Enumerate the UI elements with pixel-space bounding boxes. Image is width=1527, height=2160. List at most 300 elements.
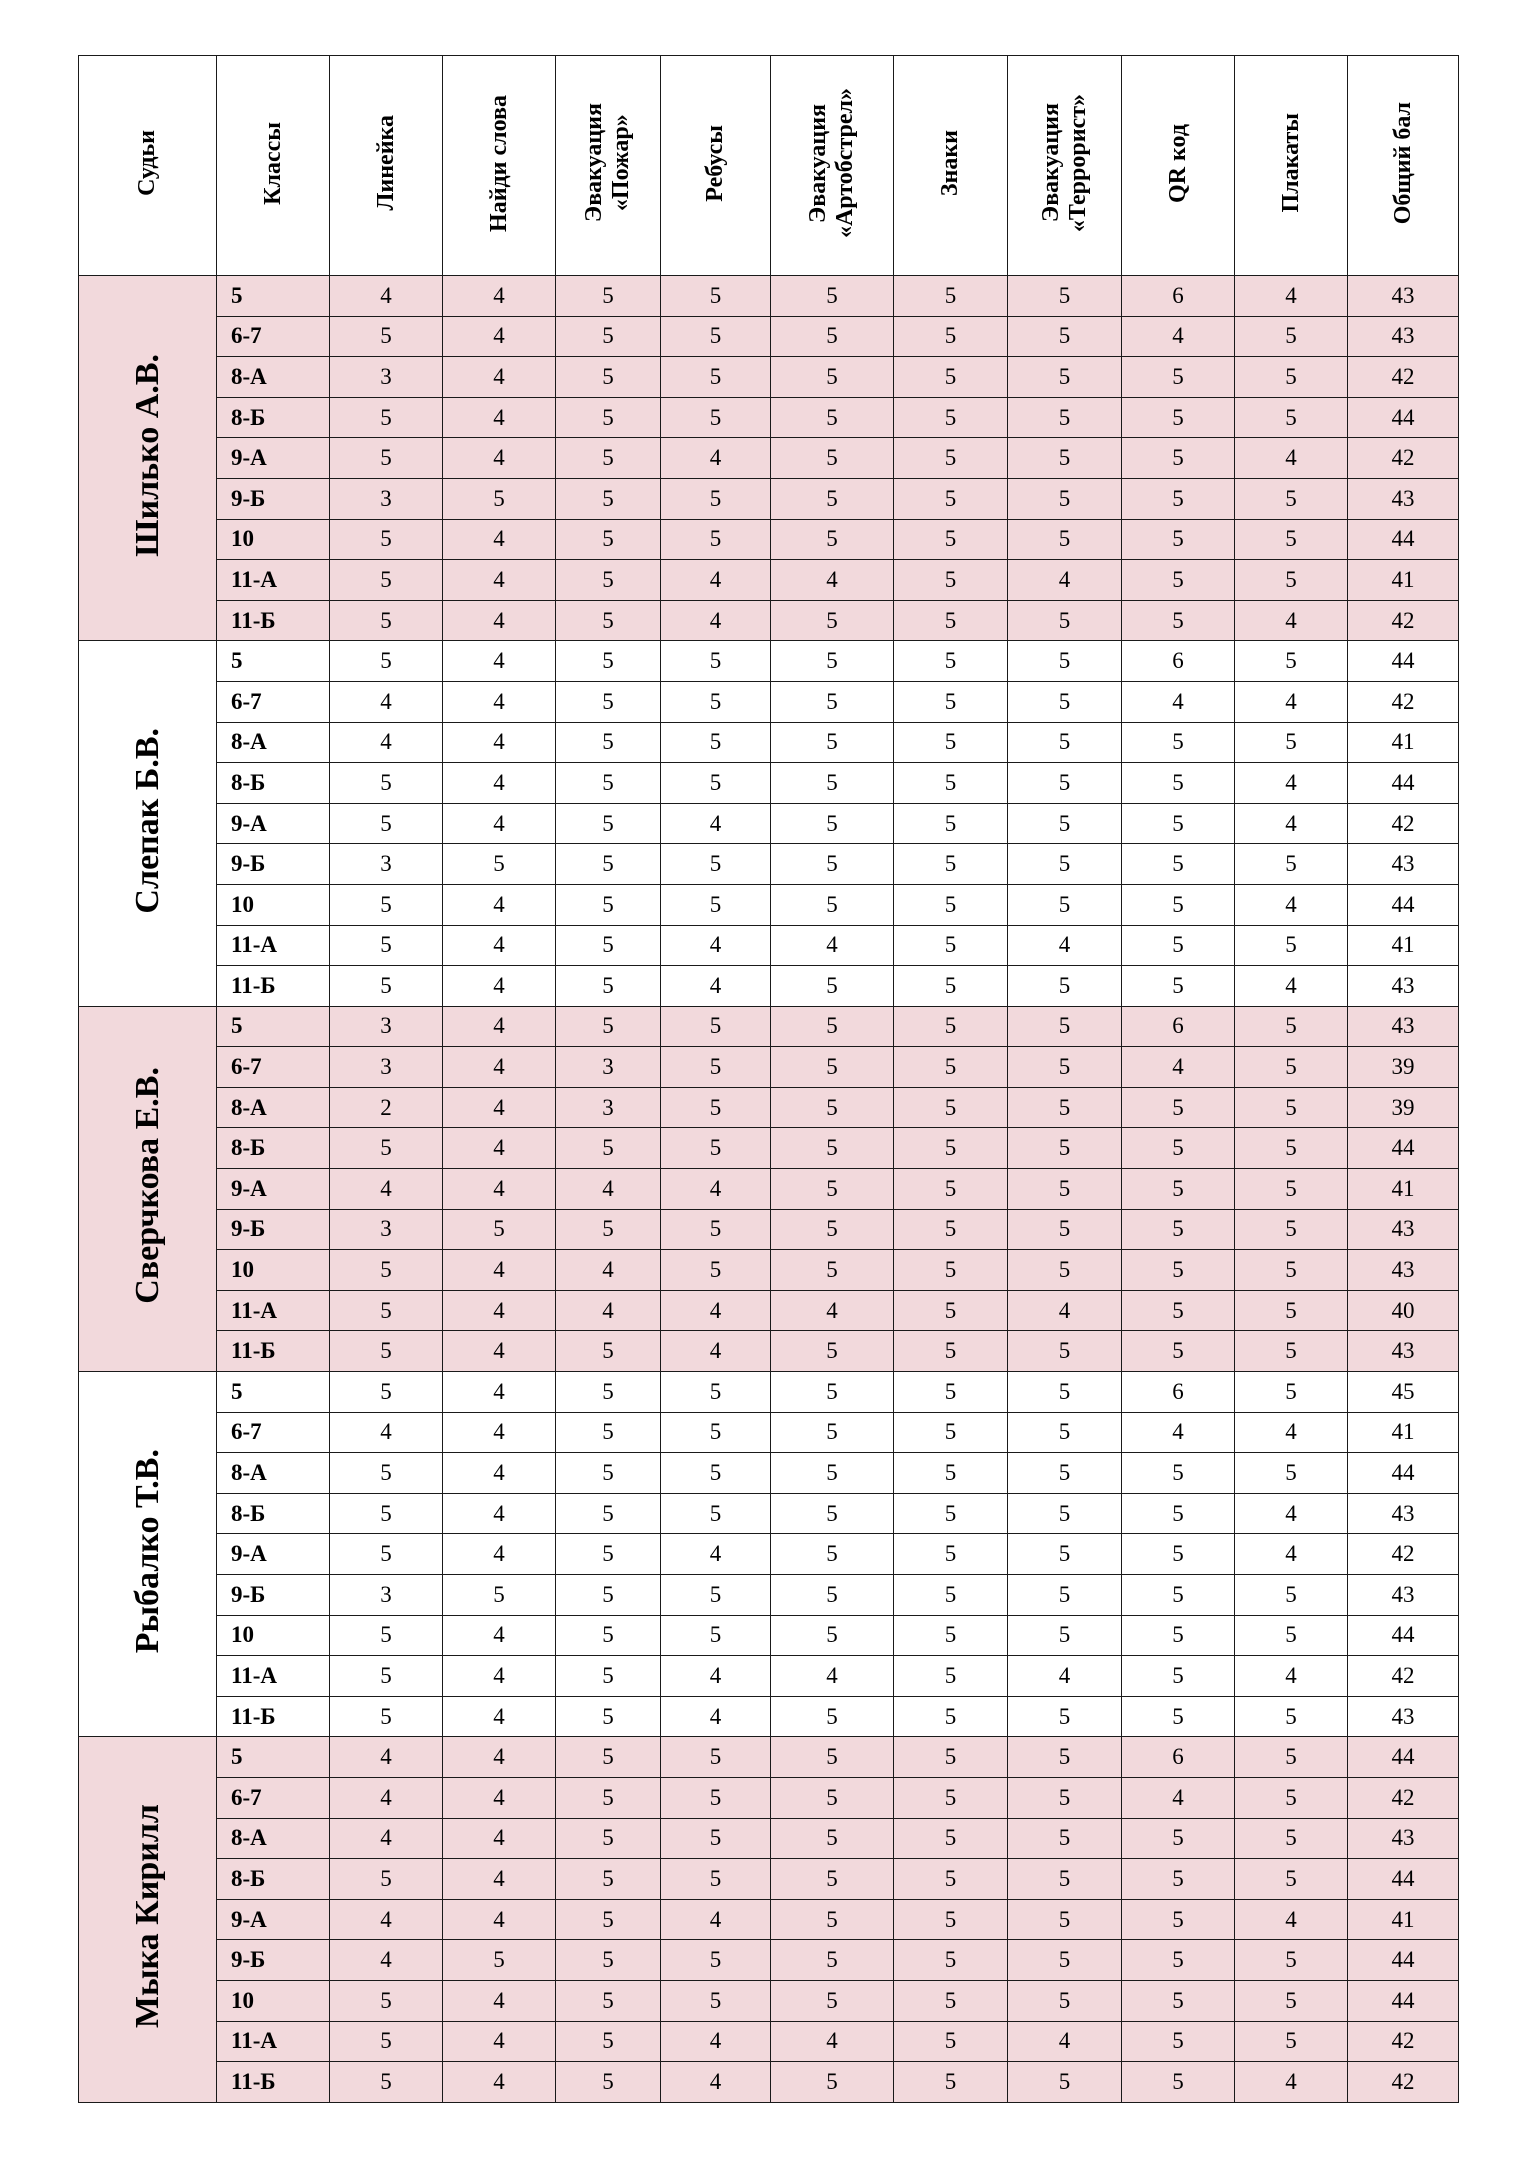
- cell-evac-fire: 5: [556, 478, 661, 519]
- judge-cell: [79, 276, 217, 641]
- cell-lineyka: 5: [330, 1290, 443, 1331]
- cell-lineyka: 5: [330, 438, 443, 479]
- cell-total: 44: [1348, 1128, 1459, 1169]
- cell-evac-shelling: 5: [771, 681, 894, 722]
- cell-class: 9-А: [217, 1899, 330, 1940]
- cell-rebuses: 4: [661, 1290, 771, 1331]
- cell-signs: 5: [894, 1006, 1008, 1047]
- cell-total: 42: [1348, 803, 1459, 844]
- cell-total: 44: [1348, 1940, 1459, 1981]
- cell-lineyka: 5: [330, 884, 443, 925]
- cell-evac-fire: 5: [556, 1372, 661, 1413]
- cell-evac-terrorist: 5: [1008, 438, 1122, 479]
- cell-qr-code: 5: [1122, 397, 1235, 438]
- cell-find-words: 4: [443, 1250, 556, 1291]
- cell-qr-code: 4: [1122, 1047, 1235, 1088]
- table-row: [79, 641, 1459, 682]
- cell-evac-fire: 5: [556, 1615, 661, 1656]
- table-row: [79, 1453, 1459, 1494]
- cell-evac-shelling: 5: [771, 763, 894, 804]
- cell-lineyka: 5: [330, 1128, 443, 1169]
- cell-signs: 5: [894, 1615, 1008, 1656]
- cell-evac-fire: 5: [556, 1899, 661, 1940]
- cell-evac-fire: 5: [556, 397, 661, 438]
- cell-lineyka: 5: [330, 2062, 443, 2103]
- cell-rebuses: 5: [661, 1087, 771, 1128]
- cell-evac-terrorist: 5: [1008, 1696, 1122, 1737]
- cell-find-words: 4: [443, 1899, 556, 1940]
- cell-posters: 5: [1235, 478, 1348, 519]
- cell-qr-code: 5: [1122, 803, 1235, 844]
- cell-signs: 5: [894, 397, 1008, 438]
- cell-lineyka: 5: [330, 1331, 443, 1372]
- cell-signs: 5: [894, 1169, 1008, 1210]
- cell-lineyka: 3: [330, 357, 443, 398]
- table-row: [79, 519, 1459, 560]
- cell-total: 39: [1348, 1087, 1459, 1128]
- cell-total: 43: [1348, 1250, 1459, 1291]
- cell-find-words: 4: [443, 1006, 556, 1047]
- cell-posters: 5: [1235, 1006, 1348, 1047]
- cell-signs: 5: [894, 803, 1008, 844]
- cell-signs: 5: [894, 1047, 1008, 1088]
- cell-evac-terrorist: 5: [1008, 357, 1122, 398]
- cell-rebuses: 5: [661, 1737, 771, 1778]
- cell-evac-shelling: 5: [771, 397, 894, 438]
- cell-total: 43: [1348, 478, 1459, 519]
- cell-total: 43: [1348, 966, 1459, 1007]
- cell-class: 9-Б: [217, 1575, 330, 1616]
- cell-total: 43: [1348, 1818, 1459, 1859]
- cell-lineyka: 4: [330, 1818, 443, 1859]
- cell-class: 9-Б: [217, 844, 330, 885]
- cell-rebuses: 4: [661, 803, 771, 844]
- cell-posters: 5: [1235, 2021, 1348, 2062]
- header-rebuses: Ребусы: [661, 56, 771, 276]
- cell-total: 44: [1348, 397, 1459, 438]
- cell-find-words: 5: [443, 844, 556, 885]
- cell-lineyka: 5: [330, 1980, 443, 2021]
- cell-find-words: 4: [443, 1128, 556, 1169]
- cell-total: 44: [1348, 641, 1459, 682]
- cell-rebuses: 5: [661, 1818, 771, 1859]
- cell-rebuses: 4: [661, 966, 771, 1007]
- cell-evac-fire: 5: [556, 2062, 661, 2103]
- cell-total: 43: [1348, 844, 1459, 885]
- cell-evac-shelling: 5: [771, 1859, 894, 1900]
- cell-total: 43: [1348, 1209, 1459, 1250]
- judge-name: Слепак Б.В.: [128, 727, 166, 914]
- cell-find-words: 4: [443, 560, 556, 601]
- header-total: Общий бал: [1348, 56, 1459, 276]
- table-row: [79, 1575, 1459, 1616]
- cell-signs: 5: [894, 1737, 1008, 1778]
- cell-qr-code: 5: [1122, 1656, 1235, 1697]
- cell-class: 9-А: [217, 1169, 330, 1210]
- cell-evac-fire: 5: [556, 1209, 661, 1250]
- table-row: [79, 600, 1459, 641]
- cell-rebuses: 5: [661, 1859, 771, 1900]
- cell-lineyka: 3: [330, 1006, 443, 1047]
- cell-evac-terrorist: 5: [1008, 803, 1122, 844]
- cell-rebuses: 4: [661, 2062, 771, 2103]
- judge-name: Сверчкова Е.В.: [128, 1067, 166, 1305]
- cell-rebuses: 5: [661, 1615, 771, 1656]
- cell-evac-terrorist: 5: [1008, 1087, 1122, 1128]
- header-posters: Плакаты: [1235, 56, 1348, 276]
- cell-evac-fire: 5: [556, 763, 661, 804]
- cell-qr-code: 6: [1122, 1006, 1235, 1047]
- cell-evac-shelling: 5: [771, 316, 894, 357]
- cell-rebuses: 5: [661, 722, 771, 763]
- cell-class: 9-Б: [217, 478, 330, 519]
- header-signs: Знаки: [894, 56, 1008, 276]
- cell-class: 10: [217, 1615, 330, 1656]
- cell-signs: 5: [894, 1656, 1008, 1697]
- table-row: [79, 803, 1459, 844]
- cell-find-words: 4: [443, 1453, 556, 1494]
- cell-lineyka: 4: [330, 1940, 443, 1981]
- cell-class: 8-Б: [217, 1493, 330, 1534]
- cell-rebuses: 4: [661, 438, 771, 479]
- cell-posters: 5: [1235, 1737, 1348, 1778]
- cell-class: 5: [217, 641, 330, 682]
- cell-posters: 5: [1235, 560, 1348, 601]
- cell-evac-terrorist: 5: [1008, 2062, 1122, 2103]
- cell-class: 5: [217, 1737, 330, 1778]
- cell-posters: 5: [1235, 1696, 1348, 1737]
- cell-signs: 5: [894, 884, 1008, 925]
- cell-find-words: 4: [443, 1169, 556, 1210]
- cell-lineyka: 4: [330, 1412, 443, 1453]
- cell-lineyka: 5: [330, 1859, 443, 1900]
- cell-total: 43: [1348, 1696, 1459, 1737]
- table-row: [79, 1047, 1459, 1088]
- cell-find-words: 4: [443, 1534, 556, 1575]
- cell-evac-shelling: 5: [771, 438, 894, 479]
- cell-evac-terrorist: 4: [1008, 1656, 1122, 1697]
- cell-find-words: 4: [443, 1290, 556, 1331]
- cell-posters: 4: [1235, 276, 1348, 317]
- cell-lineyka: 3: [330, 1209, 443, 1250]
- cell-find-words: 4: [443, 357, 556, 398]
- cell-evac-fire: 5: [556, 1575, 661, 1616]
- cell-lineyka: 5: [330, 1493, 443, 1534]
- cell-evac-fire: 5: [556, 438, 661, 479]
- cell-evac-shelling: 5: [771, 1169, 894, 1210]
- cell-evac-fire: 3: [556, 1087, 661, 1128]
- cell-posters: 5: [1235, 844, 1348, 885]
- cell-posters: 5: [1235, 1209, 1348, 1250]
- cell-lineyka: 4: [330, 681, 443, 722]
- cell-total: 40: [1348, 1290, 1459, 1331]
- cell-find-words: 4: [443, 2062, 556, 2103]
- cell-find-words: 4: [443, 1331, 556, 1372]
- cell-lineyka: 5: [330, 925, 443, 966]
- cell-qr-code: 5: [1122, 1493, 1235, 1534]
- cell-total: 41: [1348, 722, 1459, 763]
- header-row: [79, 56, 1459, 276]
- cell-lineyka: 5: [330, 600, 443, 641]
- cell-evac-terrorist: 5: [1008, 1777, 1122, 1818]
- cell-rebuses: 4: [661, 1696, 771, 1737]
- cell-find-words: 5: [443, 1575, 556, 1616]
- cell-evac-fire: 5: [556, 641, 661, 682]
- cell-evac-shelling: 5: [771, 966, 894, 1007]
- cell-rebuses: 5: [661, 519, 771, 560]
- cell-qr-code: 5: [1122, 1980, 1235, 2021]
- cell-find-words: 4: [443, 438, 556, 479]
- cell-evac-fire: 5: [556, 681, 661, 722]
- cell-evac-shelling: 5: [771, 519, 894, 560]
- cell-signs: 5: [894, 1331, 1008, 1372]
- cell-evac-fire: 5: [556, 316, 661, 357]
- cell-signs: 5: [894, 1940, 1008, 1981]
- cell-evac-shelling: 5: [771, 1737, 894, 1778]
- cell-class: 10: [217, 1250, 330, 1291]
- cell-posters: 5: [1235, 1169, 1348, 1210]
- table-row: [79, 1899, 1459, 1940]
- cell-evac-shelling: 5: [771, 1777, 894, 1818]
- cell-rebuses: 5: [661, 1372, 771, 1413]
- cell-lineyka: 5: [330, 560, 443, 601]
- cell-signs: 5: [894, 2021, 1008, 2062]
- cell-posters: 5: [1235, 1087, 1348, 1128]
- cell-evac-fire: 5: [556, 1534, 661, 1575]
- cell-qr-code: 5: [1122, 1859, 1235, 1900]
- cell-signs: 5: [894, 1696, 1008, 1737]
- table-row: [79, 560, 1459, 601]
- cell-find-words: 4: [443, 1372, 556, 1413]
- cell-evac-fire: 5: [556, 276, 661, 317]
- table-row: [79, 316, 1459, 357]
- cell-posters: 5: [1235, 1290, 1348, 1331]
- cell-total: 43: [1348, 1493, 1459, 1534]
- cell-posters: 4: [1235, 803, 1348, 844]
- cell-lineyka: 4: [330, 1899, 443, 1940]
- cell-evac-terrorist: 5: [1008, 1412, 1122, 1453]
- cell-qr-code: 5: [1122, 763, 1235, 804]
- table-row: [79, 1412, 1459, 1453]
- cell-posters: 5: [1235, 1980, 1348, 2021]
- cell-evac-shelling: 5: [771, 1209, 894, 1250]
- table-row: [79, 1818, 1459, 1859]
- cell-find-words: 4: [443, 1737, 556, 1778]
- cell-evac-shelling: 5: [771, 600, 894, 641]
- cell-rebuses: 4: [661, 1331, 771, 1372]
- cell-lineyka: 4: [330, 1737, 443, 1778]
- cell-signs: 5: [894, 722, 1008, 763]
- cell-evac-fire: 3: [556, 1047, 661, 1088]
- cell-find-words: 4: [443, 722, 556, 763]
- cell-find-words: 4: [443, 1087, 556, 1128]
- cell-total: 42: [1348, 438, 1459, 479]
- table-row: [79, 1534, 1459, 1575]
- cell-evac-terrorist: 5: [1008, 1493, 1122, 1534]
- cell-class: 8-А: [217, 1453, 330, 1494]
- judge-cell: [79, 641, 217, 1006]
- cell-signs: 5: [894, 1372, 1008, 1413]
- cell-signs: 5: [894, 519, 1008, 560]
- cell-class: 9-Б: [217, 1209, 330, 1250]
- cell-evac-terrorist: 5: [1008, 1818, 1122, 1859]
- cell-evac-shelling: 5: [771, 641, 894, 682]
- table-row: [79, 1372, 1459, 1413]
- cell-posters: 4: [1235, 1412, 1348, 1453]
- cell-signs: 5: [894, 1575, 1008, 1616]
- cell-qr-code: 5: [1122, 438, 1235, 479]
- cell-posters: 4: [1235, 763, 1348, 804]
- cell-evac-fire: 5: [556, 1777, 661, 1818]
- cell-evac-shelling: 5: [771, 1453, 894, 1494]
- cell-total: 44: [1348, 1980, 1459, 2021]
- cell-rebuses: 5: [661, 1047, 771, 1088]
- cell-class: 8-А: [217, 1087, 330, 1128]
- cell-qr-code: 5: [1122, 1453, 1235, 1494]
- cell-find-words: 4: [443, 1047, 556, 1088]
- cell-find-words: 4: [443, 641, 556, 682]
- cell-posters: 5: [1235, 1331, 1348, 1372]
- cell-posters: 5: [1235, 1940, 1348, 1981]
- cell-qr-code: 5: [1122, 1087, 1235, 1128]
- cell-evac-terrorist: 4: [1008, 925, 1122, 966]
- cell-find-words: 4: [443, 681, 556, 722]
- cell-class: 11-А: [217, 925, 330, 966]
- cell-lineyka: 4: [330, 1169, 443, 1210]
- cell-lineyka: 5: [330, 763, 443, 804]
- cell-class: 11-А: [217, 1290, 330, 1331]
- cell-posters: 4: [1235, 884, 1348, 925]
- cell-rebuses: 5: [661, 1006, 771, 1047]
- table-row: [79, 1980, 1459, 2021]
- cell-evac-fire: 5: [556, 1818, 661, 1859]
- cell-evac-terrorist: 5: [1008, 1859, 1122, 1900]
- cell-signs: 5: [894, 560, 1008, 601]
- table-row: [79, 478, 1459, 519]
- cell-signs: 5: [894, 1859, 1008, 1900]
- table-row: [79, 1128, 1459, 1169]
- cell-class: 11-А: [217, 560, 330, 601]
- cell-evac-fire: 5: [556, 925, 661, 966]
- table-row: [79, 1940, 1459, 1981]
- cell-evac-terrorist: 4: [1008, 1290, 1122, 1331]
- cell-evac-fire: 5: [556, 1412, 661, 1453]
- cell-evac-fire: 5: [556, 357, 661, 398]
- cell-evac-shelling: 5: [771, 1899, 894, 1940]
- cell-evac-shelling: 5: [771, 1493, 894, 1534]
- cell-find-words: 4: [443, 2021, 556, 2062]
- cell-signs: 5: [894, 2062, 1008, 2103]
- cell-rebuses: 5: [661, 1575, 771, 1616]
- cell-lineyka: 5: [330, 519, 443, 560]
- cell-qr-code: 5: [1122, 925, 1235, 966]
- cell-evac-terrorist: 5: [1008, 681, 1122, 722]
- cell-rebuses: 5: [661, 1209, 771, 1250]
- cell-evac-shelling: 4: [771, 560, 894, 601]
- cell-total: 44: [1348, 1859, 1459, 1900]
- cell-posters: 4: [1235, 1656, 1348, 1697]
- cell-evac-terrorist: 4: [1008, 560, 1122, 601]
- table-row: [79, 1777, 1459, 1818]
- cell-signs: 5: [894, 1777, 1008, 1818]
- cell-qr-code: 5: [1122, 1290, 1235, 1331]
- table-row: [79, 1656, 1459, 1697]
- cell-signs: 5: [894, 844, 1008, 885]
- cell-lineyka: 5: [330, 2021, 443, 2062]
- cell-lineyka: 5: [330, 966, 443, 1007]
- cell-total: 43: [1348, 276, 1459, 317]
- cell-evac-fire: 4: [556, 1250, 661, 1291]
- cell-qr-code: 5: [1122, 1818, 1235, 1859]
- cell-lineyka: 4: [330, 276, 443, 317]
- cell-qr-code: 6: [1122, 1737, 1235, 1778]
- cell-evac-fire: 5: [556, 1656, 661, 1697]
- cell-signs: 5: [894, 1290, 1008, 1331]
- table-body: [79, 276, 1459, 2103]
- cell-class: 11-А: [217, 2021, 330, 2062]
- header-evac-fire: Эвакуация «Пожар»: [556, 56, 661, 276]
- table-row: [79, 2021, 1459, 2062]
- cell-qr-code: 6: [1122, 1372, 1235, 1413]
- cell-find-words: 4: [443, 884, 556, 925]
- cell-find-words: 4: [443, 1818, 556, 1859]
- cell-total: 41: [1348, 1899, 1459, 1940]
- table-row: [79, 1696, 1459, 1737]
- table-row: [79, 844, 1459, 885]
- cell-class: 11-Б: [217, 1331, 330, 1372]
- cell-lineyka: 5: [330, 1372, 443, 1413]
- cell-signs: 5: [894, 1493, 1008, 1534]
- cell-rebuses: 5: [661, 1412, 771, 1453]
- cell-lineyka: 5: [330, 1250, 443, 1291]
- cell-evac-shelling: 5: [771, 1615, 894, 1656]
- cell-evac-terrorist: 5: [1008, 1575, 1122, 1616]
- cell-evac-terrorist: 5: [1008, 1453, 1122, 1494]
- cell-evac-fire: 5: [556, 2021, 661, 2062]
- cell-total: 42: [1348, 2062, 1459, 2103]
- cell-qr-code: 5: [1122, 1209, 1235, 1250]
- cell-posters: 5: [1235, 357, 1348, 398]
- cell-signs: 5: [894, 600, 1008, 641]
- table-row: [79, 925, 1459, 966]
- cell-rebuses: 5: [661, 844, 771, 885]
- cell-total: 41: [1348, 1412, 1459, 1453]
- cell-lineyka: 3: [330, 478, 443, 519]
- table-row: [79, 1006, 1459, 1047]
- cell-evac-fire: 5: [556, 1006, 661, 1047]
- cell-evac-fire: 5: [556, 1737, 661, 1778]
- cell-find-words: 4: [443, 1777, 556, 1818]
- cell-class: 11-Б: [217, 2062, 330, 2103]
- cell-evac-fire: 5: [556, 884, 661, 925]
- cell-rebuses: 5: [661, 1980, 771, 2021]
- cell-qr-code: 5: [1122, 1128, 1235, 1169]
- cell-class: 5: [217, 1372, 330, 1413]
- table-row: [79, 1290, 1459, 1331]
- judge-cell: [79, 1737, 217, 2102]
- cell-total: 43: [1348, 1331, 1459, 1372]
- cell-evac-terrorist: 5: [1008, 478, 1122, 519]
- cell-total: 42: [1348, 1656, 1459, 1697]
- cell-qr-code: 4: [1122, 1412, 1235, 1453]
- cell-class: 9-А: [217, 1534, 330, 1575]
- cell-class: 8-Б: [217, 1859, 330, 1900]
- cell-evac-terrorist: 5: [1008, 1899, 1122, 1940]
- cell-evac-shelling: 5: [771, 1047, 894, 1088]
- table-row: [79, 1493, 1459, 1534]
- table-row: [79, 1087, 1459, 1128]
- cell-signs: 5: [894, 478, 1008, 519]
